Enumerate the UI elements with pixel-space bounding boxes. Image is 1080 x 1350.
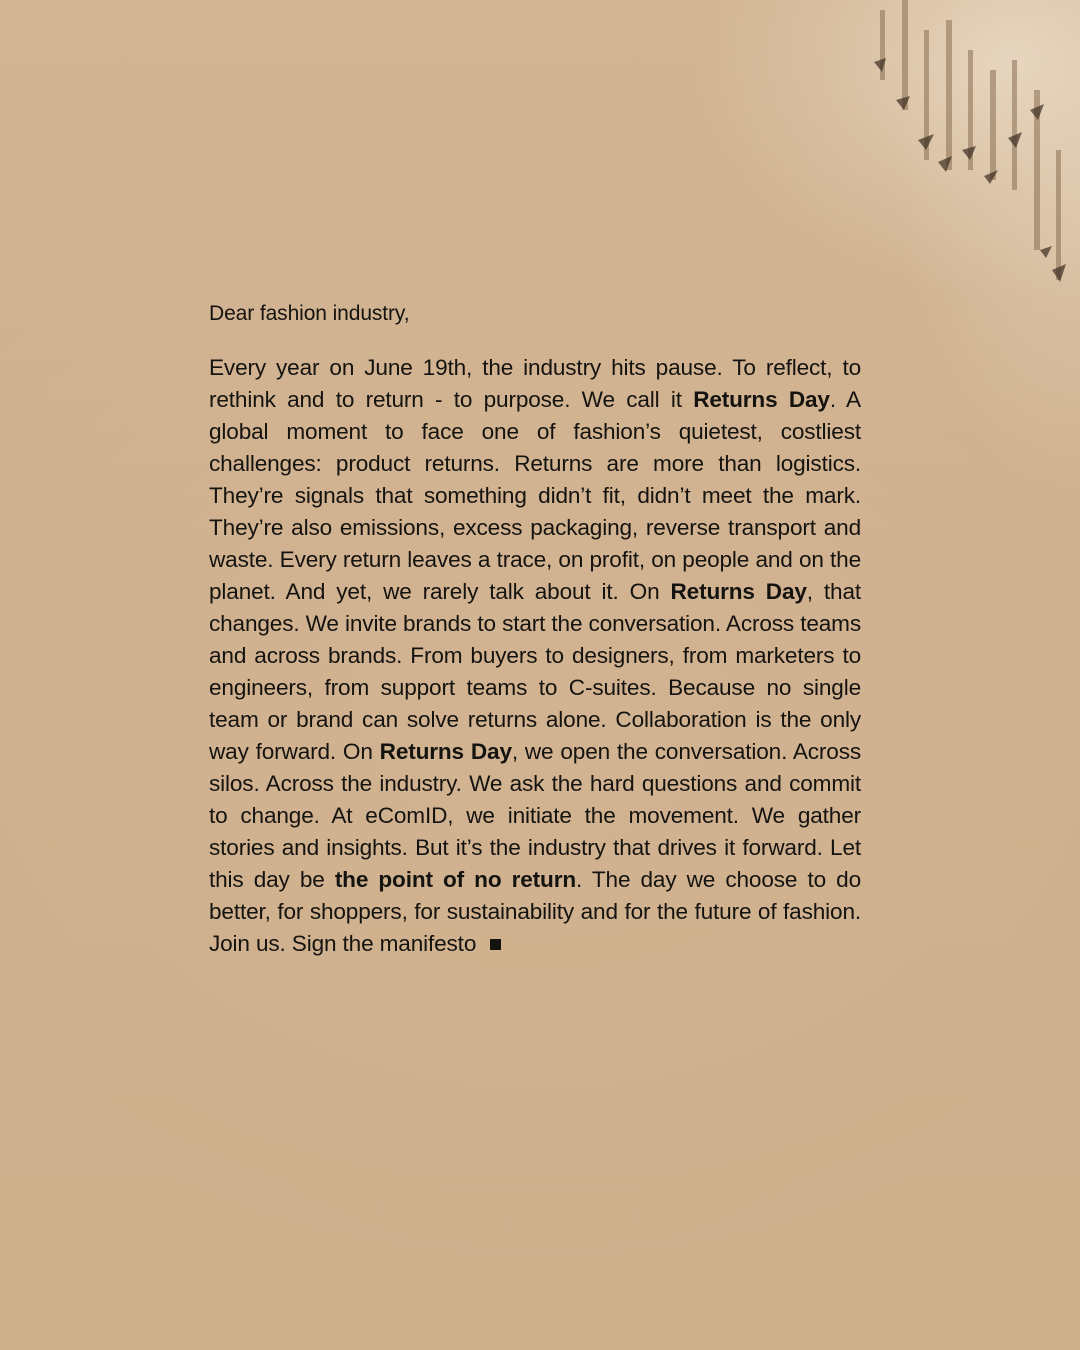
manifesto-body <box>209 352 861 960</box>
highlight-returns-day: Returns Day <box>670 579 807 604</box>
salutation: Dear fashion industry, <box>209 302 410 325</box>
body-segment: , that changes. We invite brands to start the conversation. Across teams and across brands. From buyers to designers, from marketers to engineers, from support teams to C-suites. Because no single team or brand can solve returns alone. Collaboration is the only way forward. On <box>209 579 861 764</box>
end-square-icon <box>490 939 501 950</box>
body-segment: . A global moment to face one of fashion’s quietest, costliest challenges: product returns. Returns are more than logistics. They’re signals that something didn’t fit, didn’t meet the mark. They’re also emissions, excess packaging, reverse transport and waste. Every return leaves a trace, on profit, on people and on the planet. And yet, we rarely talk about it. On <box>209 387 861 604</box>
manifesto-letter <box>209 298 861 960</box>
body-segment: . The day we choose to do better, for shoppers, for sustainability and for the future of fashion. Join us. Sign the manifesto <box>209 867 861 956</box>
body-segment: Every year on June 19th, the industry hits pause. To reflect, to rethink and to return - to purpose. We call it <box>209 355 861 412</box>
highlight-returns-day: Returns Day <box>379 739 512 764</box>
torn-cardboard-corner <box>840 0 1080 320</box>
highlight-returns-day: Returns Day <box>693 387 830 412</box>
body-segment: , we open the conversation. Across silos. Across the industry. We ask the hard questions and commit to change. At eComID, we initiate the movement. We gather stories and insights. But it’s the industry that drives it forward. Let this day be <box>209 739 861 892</box>
highlight-point-of-no-return: the point of no return <box>334 867 577 892</box>
